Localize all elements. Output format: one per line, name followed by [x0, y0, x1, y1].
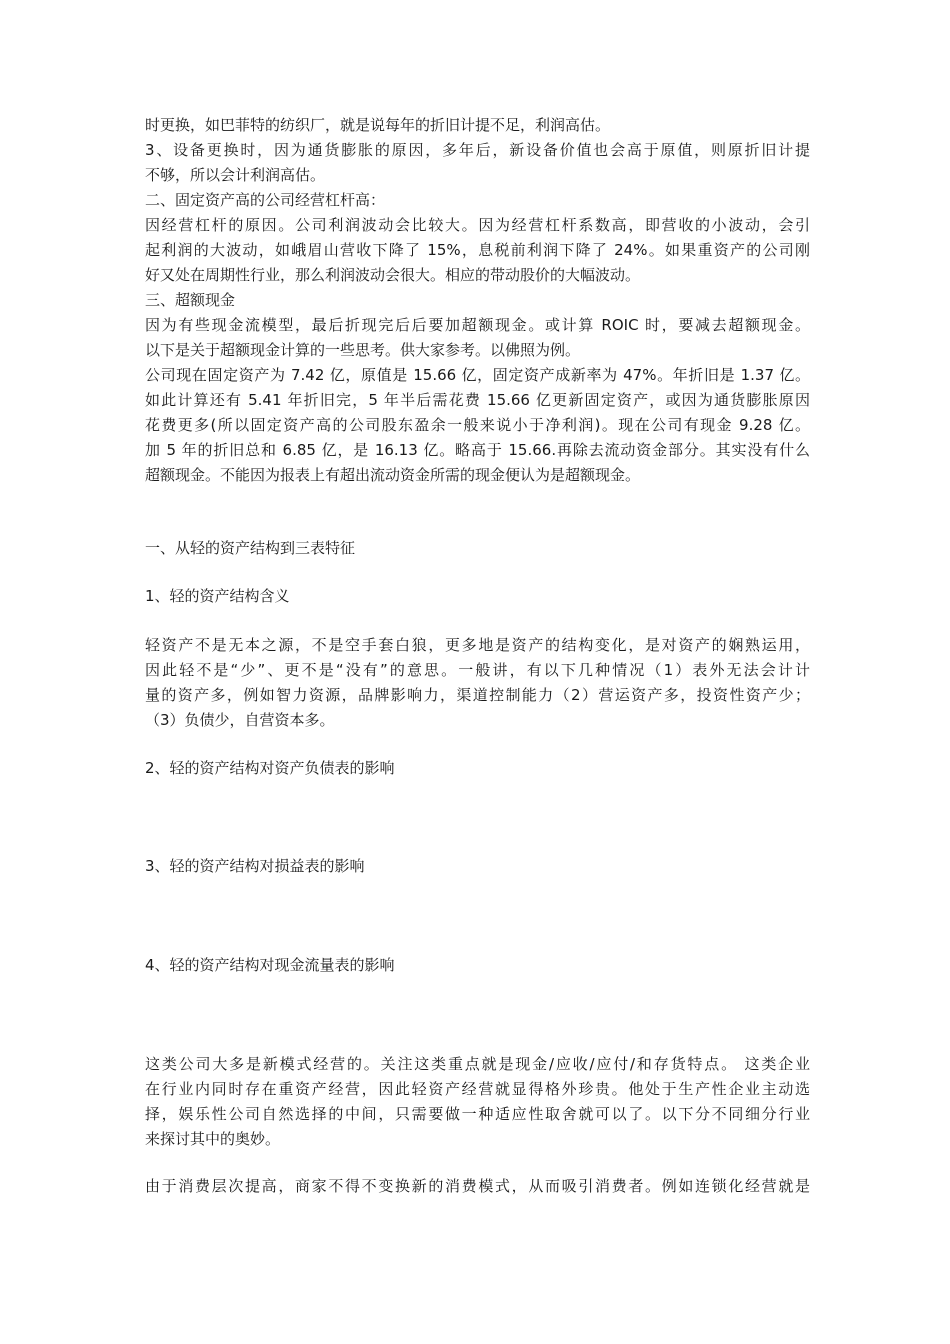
text-line: 择，娱乐性公司自然选择的中间，只需要做一种适应性取舍就可以了。以下分不同细分行业	[145, 1105, 810, 1123]
text-line: 来探讨其中的奥妙。	[145, 1130, 281, 1148]
heading-1-1: 1、轻的资产结构含义	[145, 587, 290, 605]
section-heading-2: 二、固定资产高的公司经营杠杆高：	[145, 191, 386, 209]
text-line: 这类公司大多是新模式经营的。关注这类重点就是现金/应收/应付/和存货特点。 这类企业	[145, 1055, 810, 1073]
text-line: 由于消费层次提高，商家不得不变换新的消费模式，从而吸引消费者。例如连锁化经营就是	[145, 1177, 810, 1195]
text-line: （3）负债少，自营资本多。	[145, 711, 335, 729]
paragraph-consumption	[145, 1174, 810, 1199]
text-line: 加 5 年的折旧总和 6.85 亿，是 16.13 亿。略高于 15.66.再除去流动资金部分。其实没有什么	[145, 441, 810, 459]
text-line: 量的资产多，例如智力资源，品牌影响力，渠道控制能力（2）营运资产多，投资性资产少；	[145, 686, 810, 704]
text-line: 在行业内同时存在重资产经营，因此轻资产经营就显得格外珍贵。他处于生产性企业主动选	[145, 1080, 810, 1098]
heading-1-3: 3、轻的资产结构对损益表的影响	[145, 857, 365, 875]
text-line: 时更换，如巴菲特的纺织厂，就是说每年的折旧计提不足，利润高估。	[145, 116, 611, 134]
paragraph-new-model	[145, 1052, 810, 1152]
heading-1-4: 4、轻的资产结构对现金流量表的影响	[145, 956, 395, 974]
text-line: 轻资产不是无本之源，不是空手套白狼，更多地是资产的结构变化，是对资产的娴熟运用，	[145, 636, 810, 654]
section-continuation	[145, 113, 810, 488]
section-heading-3: 三、超额现金	[145, 291, 236, 309]
text-line: 因为有些现金流模型，最后折现完后后要加超额现金。或计算 ROIC 时，要减去超额现金。	[145, 316, 810, 334]
text-line: 好又处在周期性行业，那么利润波动会很大。相应的带动股价的大幅波动。	[145, 266, 641, 284]
text-line: 如此计算还有 5.41 年折旧完，5 年半后需花费 15.66 亿更新固定资产，或因为通货膨胀原因	[145, 391, 810, 409]
text-line: 花费更多(所以固定资产高的公司股东盈余一般来说小于净利润)。现在公司有现金 9.28 亿。	[145, 416, 810, 434]
text-line: 3、设备更换时，因为通货膨胀的原因，多年后，新设备价值也会高于原值，则原折旧计提	[145, 141, 810, 159]
text-line: 公司现在固定资产为 7.42 亿，原值是 15.66 亿，固定资产成新率为 47%。年折旧是 1.37 亿。	[145, 366, 810, 384]
heading-1-2: 2、轻的资产结构对资产负债表的影响	[145, 759, 395, 777]
paragraph-light-assets	[145, 633, 810, 733]
heading-1: 一、从轻的资产结构到三表特征	[145, 539, 356, 557]
text-line: 因此轻不是“少”、更不是“没有”的意思。一般讲，有以下几种情况（1）表外无法会计计	[145, 661, 810, 679]
text-line: 因经营杠杆的原因。公司利润波动会比较大。因为经营杠杆系数高，即营收的小波动，会引	[145, 216, 810, 234]
text-line: 超额现金。不能因为报表上有超出流动资金所需的现金便认为是超额现金。	[145, 466, 641, 484]
text-line: 起利润的大波动，如峨眉山营收下降了 15%，息税前利润下降了 24%。如果重资产的公司刚	[145, 241, 810, 259]
text-line: 不够，所以会计利润高估。	[145, 166, 326, 184]
document-page	[145, 113, 810, 1199]
text-line: 以下是关于超额现金计算的一些思考。供大家参考。以佛照为例。	[145, 341, 581, 359]
